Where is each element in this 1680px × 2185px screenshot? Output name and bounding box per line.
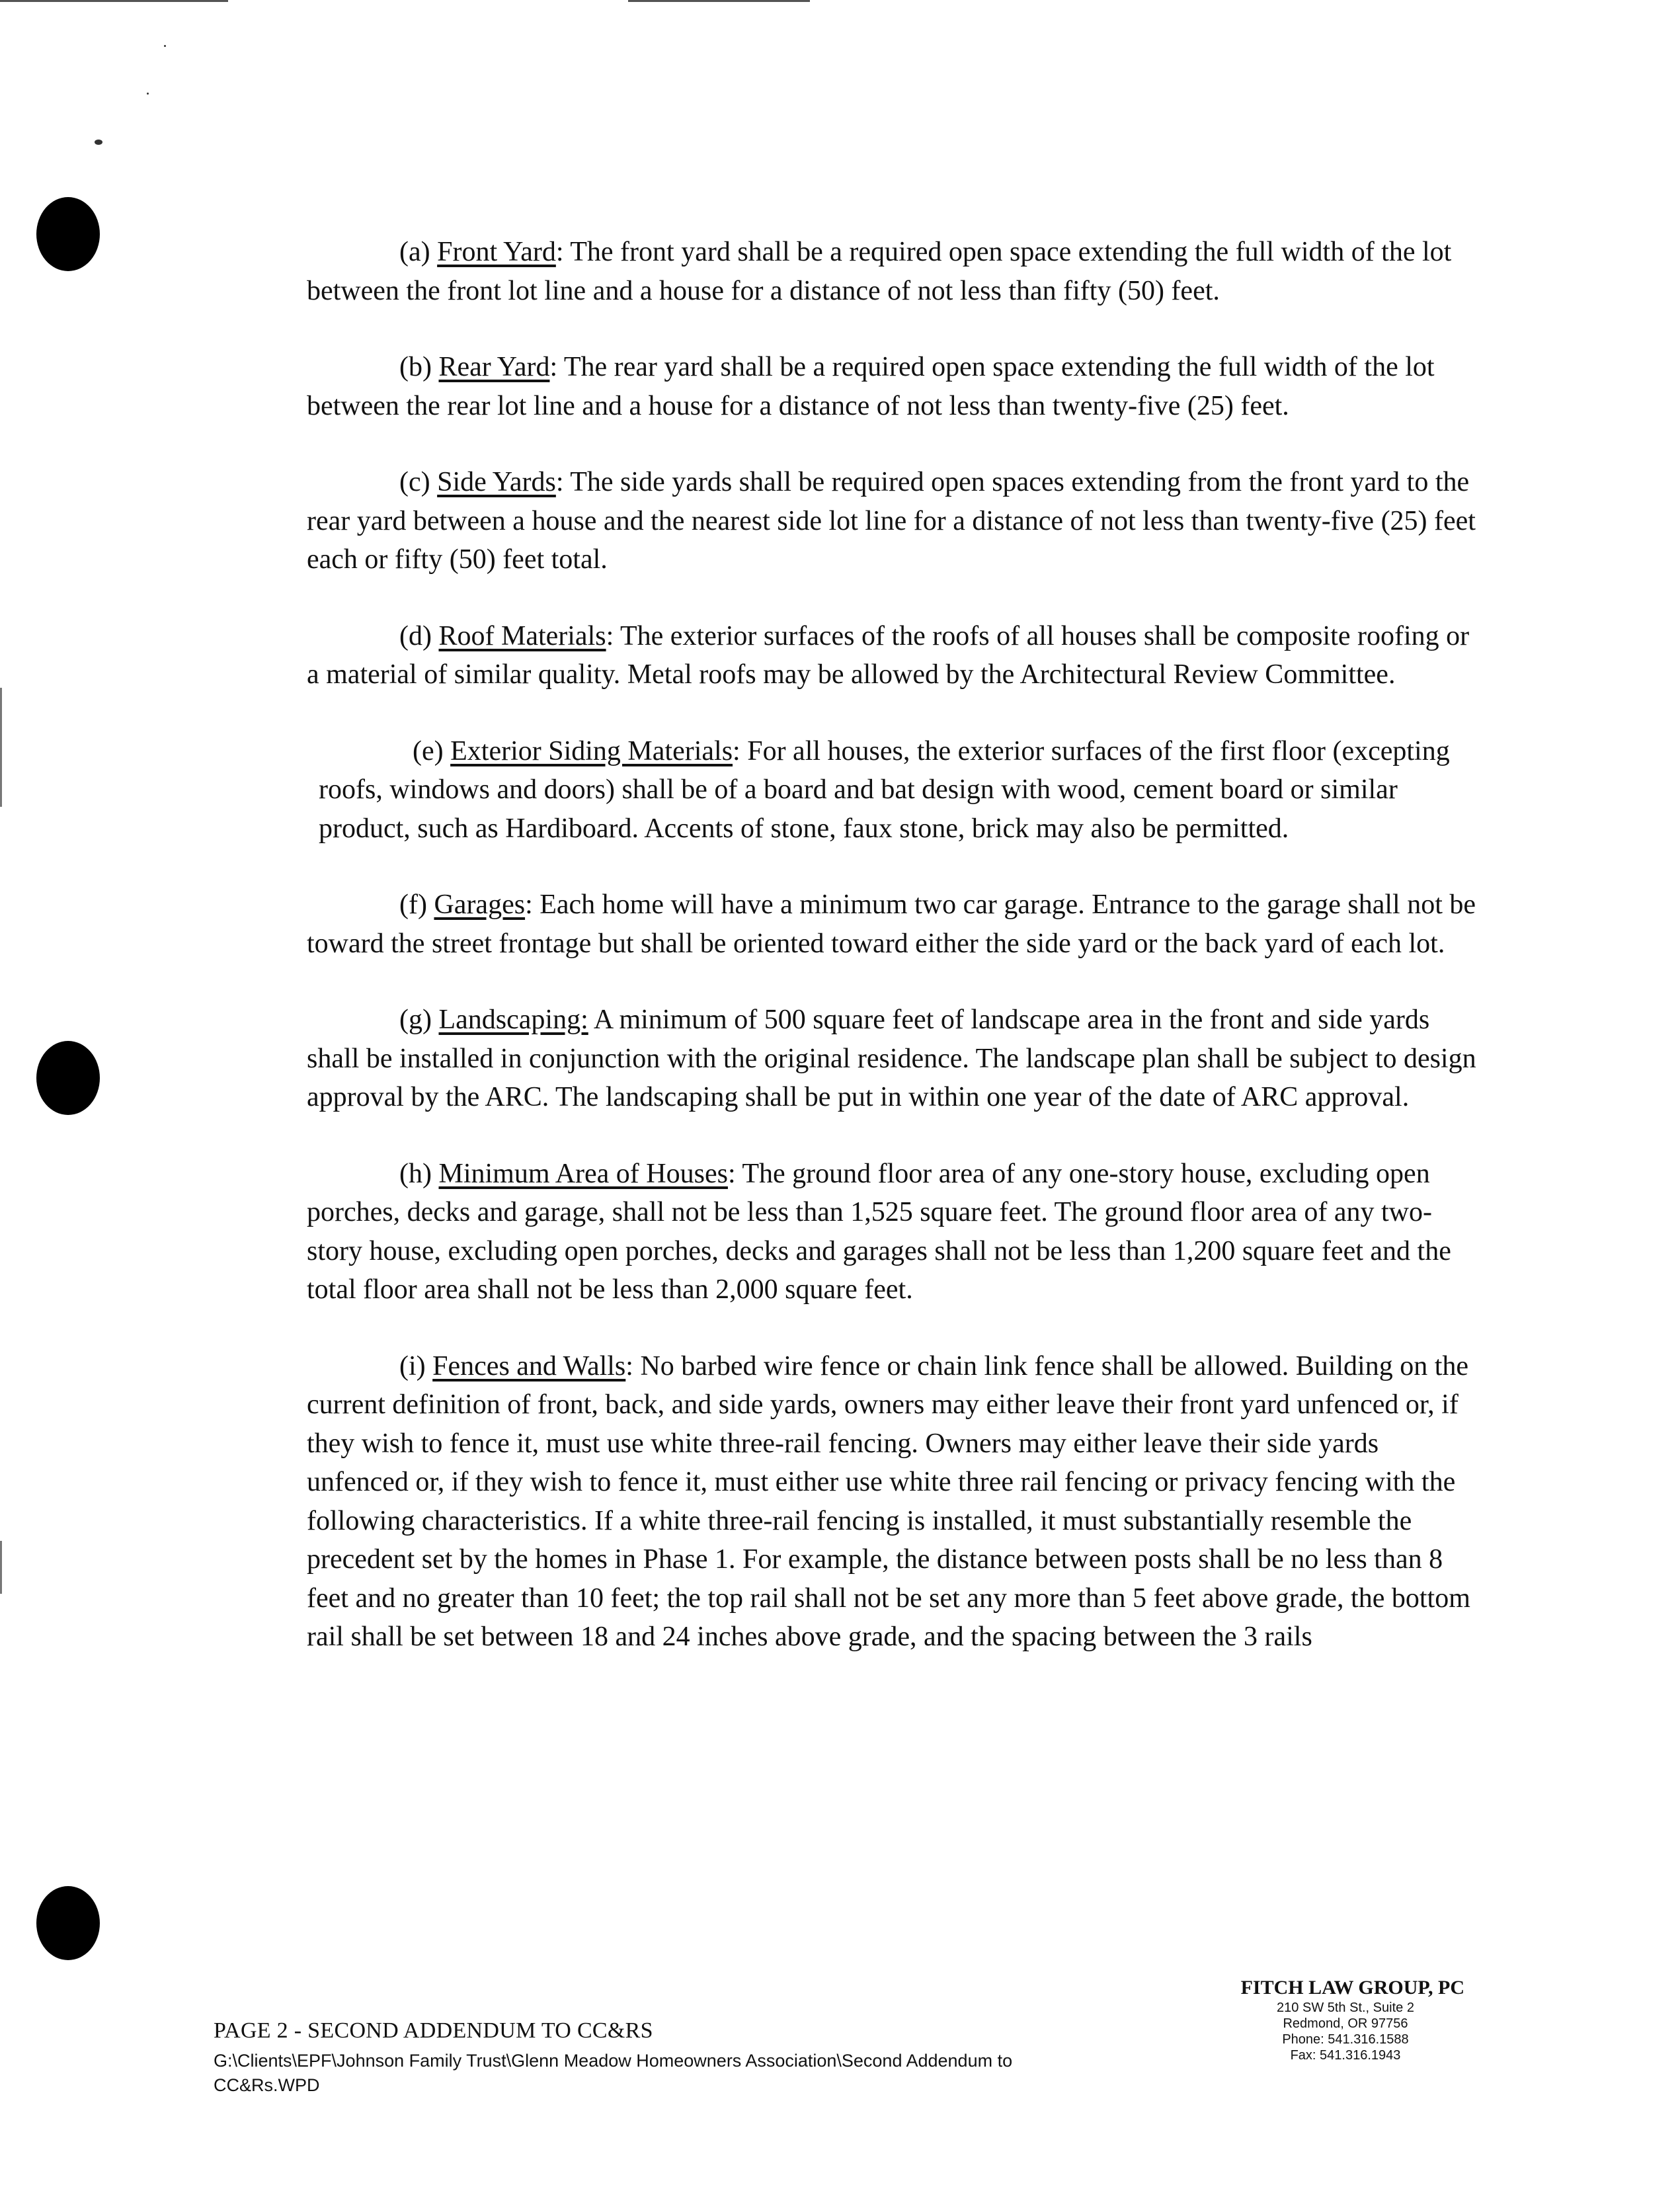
paragraph-marker: (c) [399,467,438,497]
document-body [307,233,1484,1694]
scan-speck [147,93,149,95]
paragraph-text: : The side yards shall be required open spaces extending from the front yard to the rear yard between a house and the nearest side lot line for a distance of not less than twenty-five (25) feet each or fifty (50) feet total. [307,467,1476,575]
paragraph-text: : The rear yard shall be a required open space extending the full width of the lot between the rear lot line and a house for a distance of not less than twenty-five (25) feet. [307,352,1435,421]
firm-name: FITCH LAW GROUP, PC [1240,1977,1464,1999]
paragraph-marker: (h) [399,1158,439,1189]
paragraph-roof-materials [307,617,1484,694]
paragraph-front-yard [307,233,1484,310]
scan-edge-mark [0,688,2,807]
paragraph-landscaping [307,1001,1484,1117]
paragraph-rear-yard [307,348,1484,425]
scan-speck [164,45,166,47]
paragraph-text: : The front yard shall be a required open space extending the full width of the lot between the front lot line and a house for a distance of not less than fifty (50) feet. [307,237,1452,306]
section-heading: Minimum Area of Houses [438,1158,728,1189]
firm-address-line-2: Redmond, OR 97756 [1283,2016,1408,2031]
section-heading: Fences and Walls [432,1350,626,1381]
scan-top-line-left [0,0,228,2]
binder-hole-top [36,197,100,271]
paragraph-text: A minimum of 500 square feet of landscape area in the front and side yards shall be installed in conjunction with the original residence. The landscape plan shall be subject to design approval by the ARC. The landscaping shall be put in within one year of the date of ARC approval. [307,1005,1476,1112]
footer-page-title: PAGE 2 - SECOND ADDENDUM TO CC&RS [214,2018,653,2043]
binder-hole-bottom [36,1886,100,1960]
section-heading: Garages [434,889,526,920]
scan-speck [95,140,102,145]
firm-phone: Phone: 541.316.1588 [1282,2032,1409,2047]
paragraph-garages [307,886,1484,963]
paragraph-text: : The exterior surfaces of the roofs of all houses shall be composite roofing or a material of similar quality. Metal roofs may be allowed by the Architectural Review Committee. [307,620,1470,690]
section-heading: Front Yard [437,237,556,267]
footer-file-path-line-2: CC&Rs.WPD [214,2075,320,2095]
section-heading: Side Yards [437,467,556,497]
footer-file-path-line-1: G:\Clients\EPF\Johnson Family Trust\Glenn Meadow Homeowners Association\Second Addendum to [214,2051,1013,2071]
paragraph-marker: (e) [413,735,451,766]
page-footer [214,2017,1205,2098]
binder-hole-middle [36,1041,100,1115]
paragraph-marker: (i) [399,1350,433,1381]
paragraph-minimum-area [307,1155,1484,1309]
section-heading: Roof Materials [438,620,606,651]
paragraph-text: : No barbed wire fence or chain link fence shall be allowed. Building on the current definition of front, back, and side yards, owners may either leave their front yard unfenced or, if they wish to fence it, must use white three-rail fencing. Owners may either leave their side yards unfenced or, if they wish to fence it, must either use white three rail fencing or privacy fencing with the following characteristics. If a white three-rail fencing is installed, it must substantially resemble the precedent set by the homes in Phase 1. For example, the distance between posts shall be no less than 8 feet and no greater than 10 feet; the top rail shall not be set any more than 5 feet above grade, the bottom rail shall be set between 18 and 24 inches above grade, and the spacing between the 3 rails [307,1350,1470,1652]
paragraph-exterior-siding [307,732,1484,848]
paragraph-text: : Each home will have a minimum two car garage. Entrance to the garage shall not be toward the street frontage but shall be oriented toward either the side yard or the back yard of each lot. [307,889,1476,959]
firm-fax: Fax: 541.316.1943 [1290,2048,1401,2063]
paragraph-side-yards [307,463,1484,579]
paragraph-marker: (d) [399,620,439,651]
paragraph-marker: (g) [399,1005,439,1035]
paragraph-text: : For all houses, the exterior surfaces of the first floor (excepting roofs, windows and doors) shall be of a board and bat design with wood, cement board or similar product, such as Hardiboard. Accents of stone, faux stone, brick may also be permitted. [319,735,1450,844]
paragraph-marker: (f) [399,889,434,920]
paragraph-fences-walls [307,1347,1484,1657]
firm-letterhead [1226,1976,1464,2063]
scan-edge-mark [0,1541,2,1594]
footer-file-path [214,2049,1205,2098]
firm-address-line-1: 210 SW 5th St., Suite 2 [1277,2000,1414,2015]
scan-top-line-right [628,0,810,2]
section-heading: Exterior Siding Materials [450,735,733,766]
section-heading: Landscaping: [438,1005,588,1035]
paragraph-text: : The ground floor area of any one-story house, excluding open porches, decks and garage, shall not be less than 1,525 square feet. The ground floor area of any two-story house, excluding open porches, decks and garages shall not be less than 1,200 square feet and the total floor area shall not be less than 2,000 square feet. [307,1158,1451,1305]
section-heading: Rear Yard [438,352,550,382]
paragraph-marker: (a) [399,237,438,267]
paragraph-marker: (b) [399,352,439,382]
